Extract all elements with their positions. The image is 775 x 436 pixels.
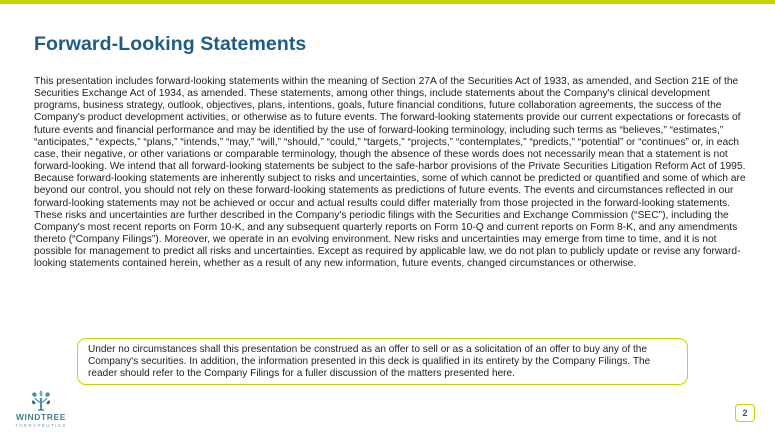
slide-title: Forward-Looking Statements	[34, 33, 307, 55]
notice-box	[77, 338, 688, 385]
logo-wordmark: WINDTREE	[15, 412, 67, 422]
company-logo	[8, 389, 74, 431]
windtree-logo-icon	[30, 389, 52, 411]
page-number: 2	[735, 404, 755, 422]
logo-tagline: THERAPEUTICS	[15, 423, 67, 428]
top-accent-bar	[0, 0, 775, 4]
notice-text: Under no circumstances shall this presentation be construed as an offer to sell or as a solicitation of an offer to buy any of the Company's securities. In addition, the information presented in this deck is qualified in its entirety by the Company Filings. The reader should refer to the Company Filings for a fuller discussion of the matters presented here.	[88, 344, 651, 379]
disclaimer-body: This presentation includes forward-looking statements within the meaning of Section 27A of the Securities Act of 1933, as amended, and Section 21E of the Securities Exchange Act of 1934, as amended. These statements, among other things, include statements about the Company's clinical development programs, business strategy, outlook, objectives, plans, intentions, goals, future financial conditions, future collaboration agreements, the success of the Company's product development activities, or otherwise as to future events. The forward-looking statements provide our current expectations or forecasts of future events and financial performance and may be identified by the use of forward-looking terminology, including such terms as “believes,” “estimates,” “anticipates,” “expects,” “plans,” “intends,” “may,” “will,” “should,” “could,” “targets,” “projects,” “contemplates,” “predicts,” “potential” or “continues” or, in each case, their negative, or other variations or comparable terminology, though the absence of these words does not necessarily mean that a statement is not forward-looking. We intend that all forward-looking statements be subject to the safe-harbor provisions of the Private Securities Litigation Reform Act of 1995. Because forward-looking statements are inherently subject to risks and uncertainties, some of which cannot be predicted or quantified and some of which are beyond our control, you should not rely on these forward-looking statements as predictions of future events. The events and circumstances reflected in our forward-looking statements may not be achieved or occur and actual results could differ materially from those projected in the forward-looking statements. These risks and uncertainties are further described in the Company's periodic filings with the Securities and Exchange Commission (“SEC”), including the Company's most recent reports on Form 10-K, and any subsequent quarterly reports on Form 10-Q and current reports on Form 8-K, and any amendments thereto (“Company Filings”). Moreover, we operate in an evolving environment. New risks and uncertainties may emerge from time to time, and it is not possible for management to predict all risks and uncertainties. Except as required by applicable law, we do not plan to publicly update or revise any forward-looking statements contained herein, whether as a result of any new information, future events, changed circumstances or otherwise.	[34, 76, 746, 270]
